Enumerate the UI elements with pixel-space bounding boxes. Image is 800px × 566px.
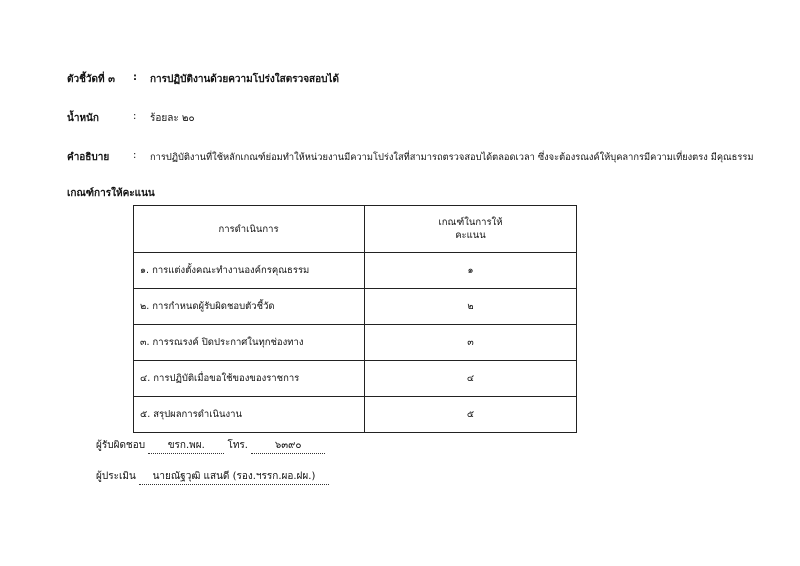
indicator-colon: : bbox=[133, 72, 137, 83]
weight-label: น้ำหนัก bbox=[67, 113, 99, 124]
table-header-row bbox=[134, 206, 577, 253]
scoring-title: เกณฑ์การให้คะแนน bbox=[67, 188, 155, 199]
row-action: ๒. การกำหนดผู้รับผิดชอบตัวชี้วัด bbox=[134, 289, 365, 325]
responsible-label: ผู้รับผิดชอบ bbox=[96, 440, 146, 451]
criteria-table bbox=[133, 205, 577, 433]
row-score: ๔ bbox=[365, 361, 577, 397]
phone-label: โทร. bbox=[227, 440, 248, 451]
row-action: ๔. การปฏิบัติเมื่อขอใช้ของของราชการ bbox=[134, 361, 365, 397]
row-action: ๓. การรณรงค์ ปิดประกาศในทุกช่องทาง bbox=[134, 325, 365, 361]
responsible-value: ขรก.พผ. bbox=[148, 438, 224, 454]
indicator-value: การปฏิบัติงานด้วยความโปร่งใสตรวจสอบได้ bbox=[150, 74, 340, 85]
description-label: คำอธิบาย bbox=[67, 152, 110, 163]
phone-value: ๖๓๙๐ bbox=[251, 438, 325, 454]
row-action: ๑. การแต่งตั้งคณะทำงานองค์กรคุณธรรม bbox=[134, 253, 365, 289]
weight-colon: : bbox=[133, 111, 137, 122]
row-score: ๓ bbox=[365, 325, 577, 361]
evaluator-label: ผู้ประเมิน bbox=[96, 471, 136, 482]
row-score: ๑ bbox=[365, 253, 577, 289]
table-row bbox=[134, 289, 577, 325]
row-score: ๕ bbox=[365, 397, 577, 433]
description-colon: : bbox=[133, 150, 137, 161]
header-score-line1: เกณฑ์ในการให้ bbox=[438, 217, 503, 228]
responsible-line bbox=[96, 438, 325, 454]
header-action: การดำเนินการ bbox=[134, 206, 365, 253]
evaluator-value: นายณัฐวุฒิ แสนดี (รอง.ฯรรก.ผอ.ฝผ.) bbox=[139, 469, 329, 485]
table-row bbox=[134, 397, 577, 433]
evaluator-line bbox=[96, 469, 329, 485]
description-value: การปฏิบัติงานที่ใช้หลักเกณฑ์ย่อมทำให้หน่วยงานมีความโปร่งใสที่สามารถตรวจสอบได้ตลอดเวลา ซึ่งจะต้องรณงค์ให้บุคลากรมีความเที่ยงตรง มีคุณธรรม bbox=[150, 152, 754, 163]
indicator-label: ตัวชี้วัดที่ ๓ bbox=[67, 74, 115, 85]
row-score: ๒ bbox=[365, 289, 577, 325]
table-row bbox=[134, 325, 577, 361]
row-action: ๕. สรุปผลการดำเนินงาน bbox=[134, 397, 365, 433]
header-score bbox=[365, 206, 577, 253]
table-row bbox=[134, 253, 577, 289]
header-score-line2: คะแนน bbox=[455, 230, 486, 241]
table-row bbox=[134, 361, 577, 397]
weight-value: ร้อยละ ๒๐ bbox=[150, 113, 195, 124]
